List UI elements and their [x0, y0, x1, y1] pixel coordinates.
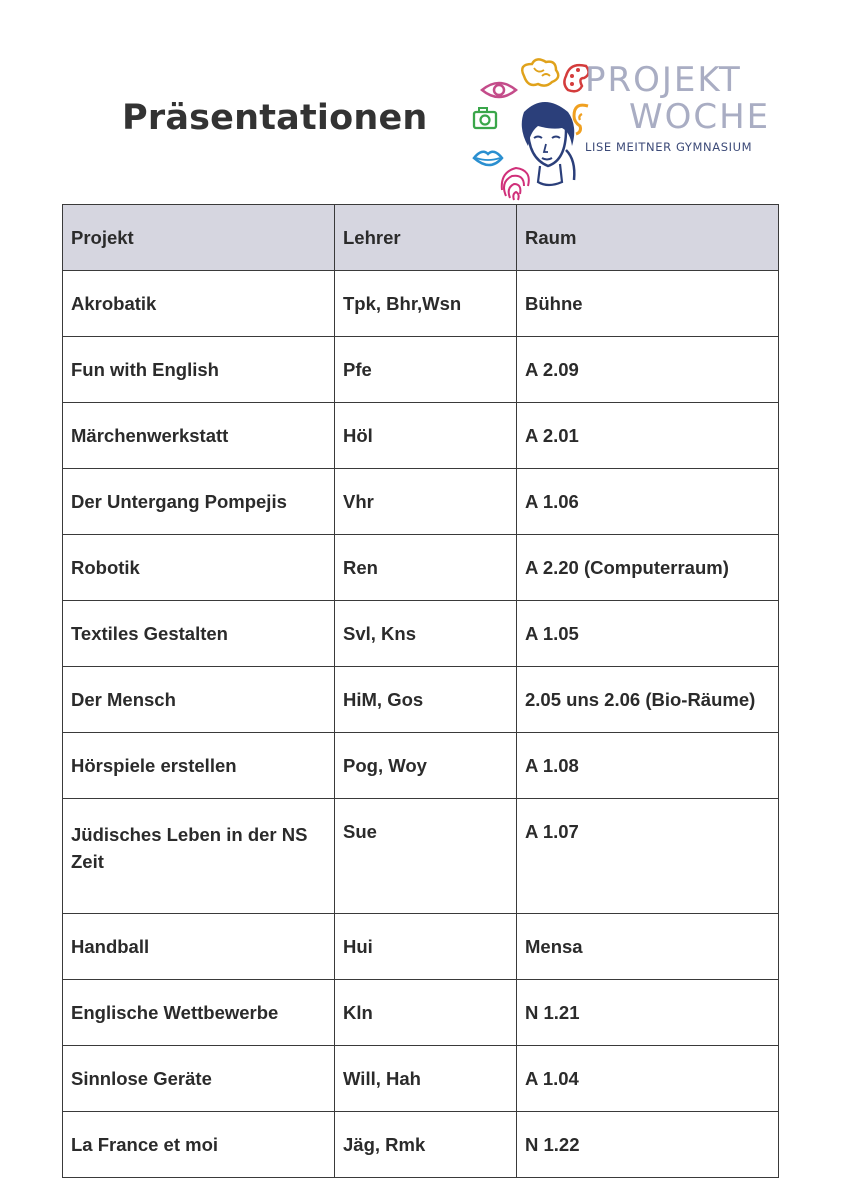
teacher-cell: Sue	[335, 799, 517, 914]
project-cell: Der Mensch	[63, 667, 335, 733]
room-cell: N 1.22	[517, 1112, 779, 1178]
table-row	[63, 1112, 779, 1178]
teacher-cell: Pog, Woy	[335, 733, 517, 799]
project-cell: Jüdisches Leben in der NS Zeit	[63, 799, 335, 914]
logo-text	[585, 62, 770, 154]
table-row	[63, 403, 779, 469]
teacher-cell: Pfe	[335, 337, 517, 403]
room-cell: A 2.09	[517, 337, 779, 403]
project-cell: Textiles Gestalten	[63, 601, 335, 667]
table-row	[63, 469, 779, 535]
teacher-cell: Tpk, Bhr,Wsn	[335, 271, 517, 337]
eye-icon	[482, 83, 516, 97]
project-cell: Sinnlose Geräte	[63, 1046, 335, 1112]
logo-woche: WOCHE	[629, 97, 771, 137]
table-row	[63, 799, 779, 914]
column-header-raum: Raum	[517, 205, 779, 271]
table-row	[63, 1046, 779, 1112]
table-row	[63, 271, 779, 337]
project-cell: Hörspiele erstellen	[63, 733, 335, 799]
teacher-cell: Höl	[335, 403, 517, 469]
room-cell: A 2.20 (Computerraum)	[517, 535, 779, 601]
logo-school-name: LISE MEITNER GYMNASIUM	[585, 140, 753, 154]
room-cell: A 2.01	[517, 403, 779, 469]
fingerprint-icon	[502, 168, 529, 200]
project-cell: Akrobatik	[63, 271, 335, 337]
table-row	[63, 914, 779, 980]
table-header-row	[63, 205, 779, 271]
logo-illustration	[462, 54, 592, 204]
column-header-projekt: Projekt	[63, 205, 335, 271]
teacher-cell: Kln	[335, 980, 517, 1046]
presentations-table	[62, 204, 779, 1178]
teacher-cell: HiM, Gos	[335, 667, 517, 733]
page-title: Präsentationen	[122, 98, 428, 138]
table-row	[63, 980, 779, 1046]
logo-projekt: PROJEKT	[585, 60, 742, 100]
teacher-cell: Svl, Kns	[335, 601, 517, 667]
room-cell: A 1.05	[517, 601, 779, 667]
room-cell: A 1.07	[517, 799, 779, 914]
column-header-lehrer: Lehrer	[335, 205, 517, 271]
project-cell: Handball	[63, 914, 335, 980]
table-row	[63, 601, 779, 667]
project-cell: Märchenwerkstatt	[63, 403, 335, 469]
teacher-cell: Vhr	[335, 469, 517, 535]
teacher-cell: Ren	[335, 535, 517, 601]
room-cell: 2.05 uns 2.06 (Bio-Räume)	[517, 667, 779, 733]
room-cell: A 1.06	[517, 469, 779, 535]
table-row	[63, 733, 779, 799]
camera-icon	[474, 108, 496, 128]
table-row	[63, 337, 779, 403]
project-cell: Der Untergang Pompejis	[63, 469, 335, 535]
teacher-cell: Will, Hah	[335, 1046, 517, 1112]
project-cell: Englische Wettbewerbe	[63, 980, 335, 1046]
teacher-cell: Hui	[335, 914, 517, 980]
teacher-cell: Jäg, Rmk	[335, 1112, 517, 1178]
lips-icon	[474, 152, 502, 165]
brain-icon	[522, 59, 558, 85]
room-cell: N 1.21	[517, 980, 779, 1046]
room-cell: A 1.04	[517, 1046, 779, 1112]
room-cell: Bühne	[517, 271, 779, 337]
table-row	[63, 535, 779, 601]
project-cell: La France et moi	[63, 1112, 335, 1178]
project-cell: Robotik	[63, 535, 335, 601]
table-row	[63, 667, 779, 733]
room-cell: A 1.08	[517, 733, 779, 799]
room-cell: Mensa	[517, 914, 779, 980]
project-cell: Fun with English	[63, 337, 335, 403]
portrait-illustration	[522, 102, 575, 185]
